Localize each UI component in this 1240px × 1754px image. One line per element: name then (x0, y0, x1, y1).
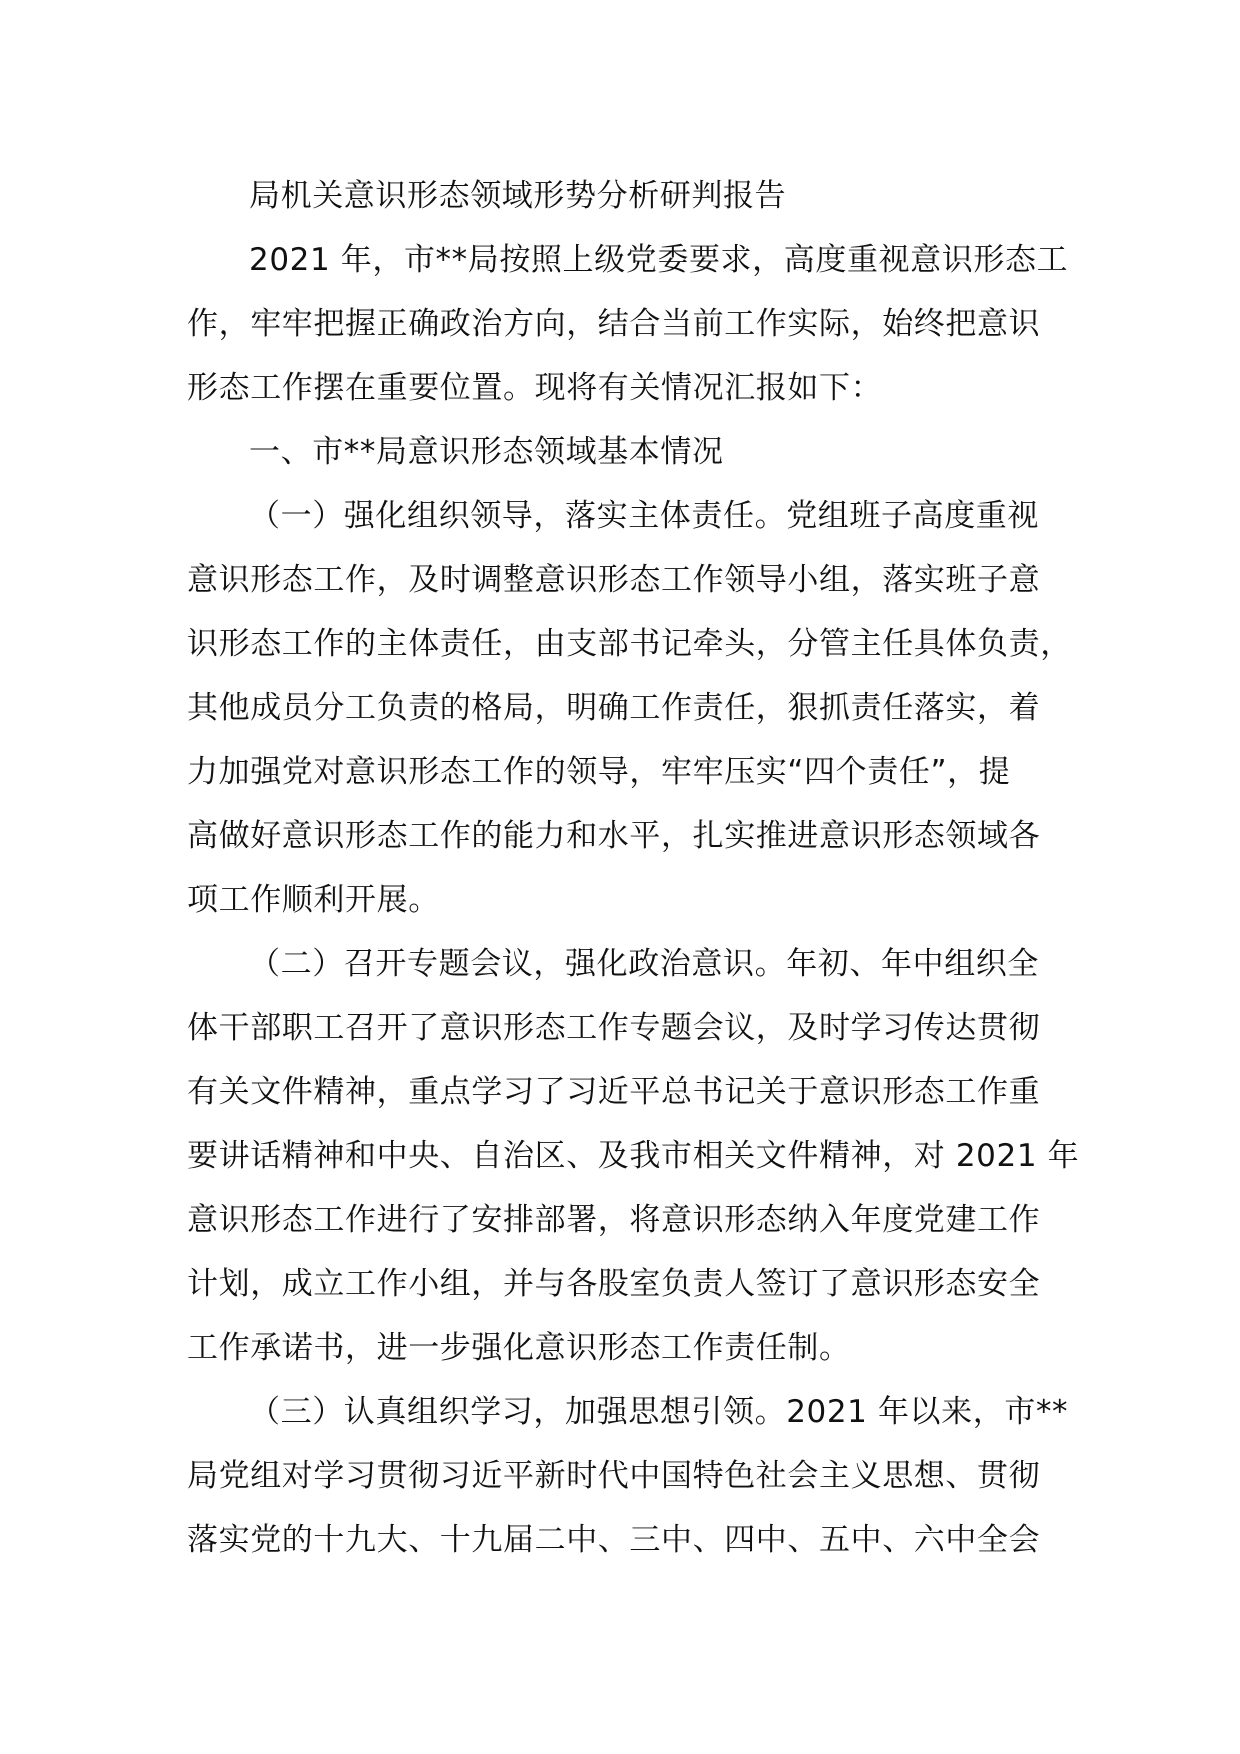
paragraph-line: 其他成员分工负责的格局，明确工作责任，狠抓责任落实，着 (187, 690, 1041, 726)
document-title: 局机关意识形态领域形势分析研判报告 (249, 178, 787, 214)
paragraph-line: 工作承诺书，进一步强化意识形态工作责任制。 (187, 1330, 851, 1366)
paragraph-line: 形态工作摆在重要位置。现将有关情况汇报如下： (187, 370, 883, 406)
section-heading: 一、市**局意识形态领域基本情况 (249, 434, 724, 470)
paragraph-line: 要讲话精神和中央、自治区、及我市相关文件精神，对 2021 年 (187, 1138, 1080, 1174)
document-body (187, 164, 1080, 1572)
paragraph-line: 落实党的十九大、十九届二中、三中、四中、五中、六中全会 (187, 1522, 1041, 1558)
paragraph-line: 局党组对学习贯彻习近平新时代中国特色社会主义思想、贯彻 (187, 1458, 1041, 1494)
paragraph-line: 体干部职工召开了意识形态工作专题会议，及时学习传达贯彻 (187, 1010, 1041, 1046)
paragraph-line: 作，牢牢把握正确政治方向，结合当前工作实际，始终把意识 (187, 306, 1041, 342)
paragraph-line: （三）认真组织学习，加强思想引领。2021 年以来，市** (249, 1394, 1069, 1430)
paragraph-line: 高做好意识形态工作的能力和水平，扎实推进意识形态领域各 (187, 818, 1041, 854)
paragraph-line: 2021 年，市**局按照上级党委要求，高度重视意识形态工 (249, 242, 1069, 278)
paragraph-line: 有关文件精神，重点学习了习近平总书记关于意识形态工作重 (187, 1074, 1041, 1110)
paragraph-line: （一）强化组织领导，落实主体责任。党组班子高度重视 (249, 498, 1039, 534)
paragraph-line: 意识形态工作，及时调整意识形态工作领导小组，落实班子意 (187, 562, 1041, 598)
paragraph-line: 计划，成立工作小组，并与各股室负责人签订了意识形态安全 (187, 1266, 1041, 1302)
paragraph-line: 意识形态工作进行了安排部署，将意识形态纳入年度党建工作 (187, 1202, 1041, 1238)
paragraph-line: 识形态工作的主体责任，由支部书记牵头，分管主任具体负责， (187, 626, 1072, 662)
paragraph-line: （二）召开专题会议，强化政治意识。年初、年中组织全 (249, 946, 1039, 982)
paragraph-line: 力加强党对意识形态工作的领导，牢牢压实“四个责任”，提 (187, 754, 1011, 790)
paragraph-line: 项工作顺利开展。 (187, 882, 440, 918)
